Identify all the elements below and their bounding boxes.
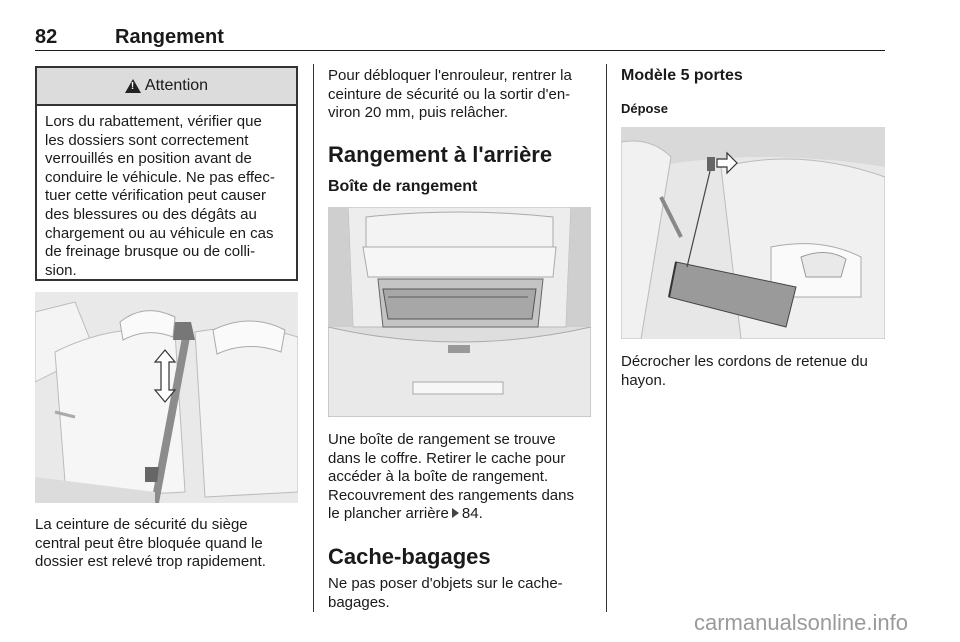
text-line: de freinage brusque ou de colli-: [45, 243, 256, 261]
removal-text: [621, 353, 868, 390]
column-divider: [606, 64, 607, 612]
seatbelt-caption: [35, 516, 266, 572]
warning-heading: Attention: [144, 77, 209, 94]
warning-text: [37, 106, 296, 287]
storage-box-illustration: [328, 207, 591, 417]
removal-title: Dépose: [621, 101, 668, 116]
warning-triangle-icon: [125, 79, 141, 93]
cargo-cover-removal-illustration: [621, 127, 885, 339]
text-line: central peut être bloquée quand le: [35, 534, 263, 552]
cargo-cover-drawing: [621, 127, 885, 339]
ref-text: le plancher arrière: [328, 505, 449, 523]
text-line: Recouvrement des rangements dans: [328, 486, 574, 504]
text-line: hayon.: [621, 371, 667, 389]
text-line: des blessures ou des dégâts au: [45, 205, 257, 223]
text-line: Ne pas poser d'objets sur le cache-: [328, 575, 563, 592]
text-line: les dossiers sont correctement: [45, 131, 249, 149]
text-line: verrouillés en position avant de: [45, 150, 252, 168]
text-line: Une boîte de rangement se trouve: [328, 431, 556, 448]
text-line: dossier est relevé trop rapidement.: [35, 553, 266, 571]
text-line: sion.: [45, 261, 77, 279]
warning-header: [37, 68, 296, 106]
text-line-with-ref: [328, 505, 574, 524]
column-divider: [313, 64, 314, 612]
page-title: Rangement: [115, 26, 224, 48]
text-line: tuer cette vérification peut causer: [45, 187, 266, 205]
text-line: La ceinture de sécurité du siège: [35, 516, 248, 533]
retractor-unlock-text: [328, 67, 572, 123]
text-line: ceinture de sécurité ou la sortir d'en-: [328, 85, 571, 103]
subsection-title-storage-box: Boîte de rangement: [328, 178, 478, 195]
text-line: dans le coffre. Retirer le cache pour: [328, 449, 566, 467]
text-line: conduire le véhicule. Ne pas effec-: [45, 168, 275, 186]
section-title-cargo-cover: Cache-bagages: [328, 544, 491, 569]
text-line: Lors du rabattement, vérifier que: [45, 113, 262, 130]
text-line: Décrocher les cordons de retenue du: [621, 353, 868, 370]
model-title: Modèle 5 portes: [621, 67, 743, 84]
page-header: [35, 26, 885, 51]
text-line: accéder à la boîte de rangement.: [328, 468, 549, 486]
seatbelt-illustration: [35, 292, 298, 503]
text-line: chargement ou au véhicule en cas: [45, 224, 274, 242]
text-line: bagages.: [328, 593, 390, 611]
cargo-cover-text: [328, 575, 563, 612]
text-line: viron 20 mm, puis relâcher.: [328, 104, 509, 122]
ref-page-link[interactable]: 84.: [461, 505, 483, 523]
page-number: 82: [35, 26, 58, 48]
watermark: carmanualsonline.info: [693, 610, 908, 635]
page-reference-icon: [452, 508, 459, 518]
seatbelt-drawing: [35, 292, 298, 503]
storage-box-text: [328, 431, 574, 524]
section-title-rear-storage: Rangement à l'arrière: [328, 142, 553, 167]
warning-box: [35, 66, 298, 281]
text-line: Pour débloquer l'enrouleur, rentrer la: [328, 67, 572, 84]
storage-box-drawing: [328, 207, 591, 417]
